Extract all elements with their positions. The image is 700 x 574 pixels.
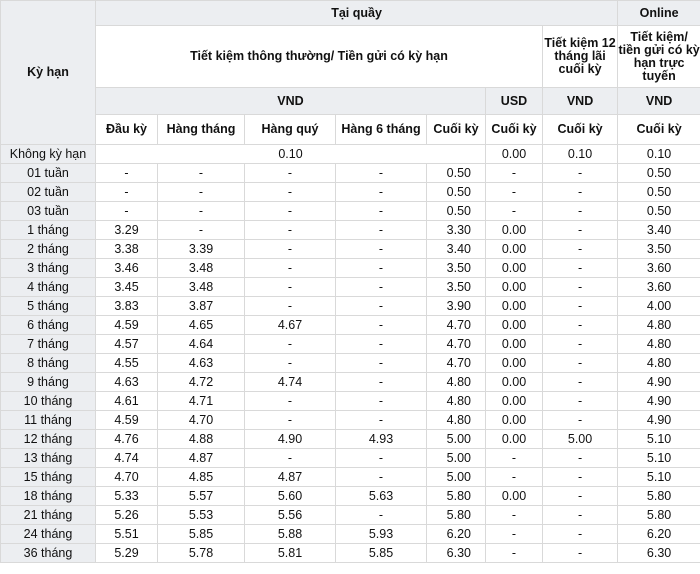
hang-6-thang-cell: -	[336, 259, 427, 278]
term-cell: 10 tháng	[1, 392, 96, 411]
hang-6-thang-cell: -	[336, 373, 427, 392]
hang-6-thang-cell: -	[336, 202, 427, 221]
term-cell: 2 tháng	[1, 240, 96, 259]
dau-ky-cell: 5.51	[96, 525, 158, 544]
usd-cuoi-ky-cell: 0.00	[486, 297, 543, 316]
term-cell: 01 tuần	[1, 164, 96, 183]
table-row	[1, 354, 700, 373]
hang-6-thang-cell: -	[336, 316, 427, 335]
cuoi-ky-cell: 3.50	[427, 259, 486, 278]
hang-thang-cell: 5.53	[158, 506, 245, 525]
hang-6-thang-cell: -	[336, 411, 427, 430]
hang-quy-cell: -	[245, 240, 336, 259]
term-cell: 24 tháng	[1, 525, 96, 544]
term-cell: 21 tháng	[1, 506, 96, 525]
dau-ky-cell: 3.83	[96, 297, 158, 316]
usd-cuoi-ky-cell: 0.00	[486, 411, 543, 430]
cuoi-ky-cell: 0.50	[427, 202, 486, 221]
table-row	[1, 468, 700, 487]
hang-thang-cell: 4.85	[158, 468, 245, 487]
hang-6-thang-cell: -	[336, 392, 427, 411]
online-cell: 3.60	[618, 259, 700, 278]
cuoi-ky-cell: 6.20	[427, 525, 486, 544]
cuoi-ky-cell: 4.80	[427, 373, 486, 392]
currency-vnd-header: VND	[96, 88, 486, 115]
table-row	[1, 411, 700, 430]
no-term-vnd-cell: 0.10	[96, 145, 486, 164]
online-cell: 0.50	[618, 164, 700, 183]
table-row	[1, 221, 700, 240]
online-cell: 4.80	[618, 316, 700, 335]
dau-ky-cell: 4.55	[96, 354, 158, 373]
hang-thang-cell: 4.88	[158, 430, 245, 449]
vnd-12m-cell: -	[543, 202, 618, 221]
cuoi-ky-cell: 4.70	[427, 335, 486, 354]
online-cell: 5.10	[618, 430, 700, 449]
online-header: Online	[618, 1, 700, 26]
hang-quy-cell: -	[245, 449, 336, 468]
term-cell: 11 tháng	[1, 411, 96, 430]
usd-cuoi-ky-cell: -	[486, 449, 543, 468]
usd-cuoi-ky-cell: 0.00	[486, 335, 543, 354]
regular-savings-header: Tiết kiệm thông thường/ Tiền gửi có kỳ hạn	[96, 26, 543, 88]
online-cell: 4.90	[618, 392, 700, 411]
vnd-12m-cell: -	[543, 297, 618, 316]
cuoi-ky-cell: 5.80	[427, 506, 486, 525]
cuoi-ky-cell: 6.30	[427, 544, 486, 563]
hang-6-thang-cell: -	[336, 335, 427, 354]
savings-12m-header: Tiết kiệm 12 tháng lãi cuối kỳ	[543, 26, 618, 88]
hang-6-thang-cell: -	[336, 449, 427, 468]
usd-cuoi-ky-cell: -	[486, 525, 543, 544]
dau-ky-cell: -	[96, 202, 158, 221]
hang-6-thang-cell: -	[336, 164, 427, 183]
cuoi-ky-cell: 4.80	[427, 411, 486, 430]
table-row	[1, 544, 700, 563]
usd-cuoi-ky-cell: -	[486, 544, 543, 563]
rate-table-body	[1, 145, 700, 563]
term-cell: 6 tháng	[1, 316, 96, 335]
no-term-usd-cell: 0.00	[486, 145, 543, 164]
term-cell: 03 tuần	[1, 202, 96, 221]
dau-ky-cell: 4.57	[96, 335, 158, 354]
hang-6-thang-cell: -	[336, 468, 427, 487]
hang-thang-cell: 5.57	[158, 487, 245, 506]
currency-vnd-online-header: VND	[618, 88, 700, 115]
hang-quy-cell: -	[245, 183, 336, 202]
vnd-12m-cell: -	[543, 316, 618, 335]
usd-cuoi-ky-cell: 0.00	[486, 373, 543, 392]
vnd-12m-cell: -	[543, 525, 618, 544]
usd-cuoi-ky-cell: 0.00	[486, 259, 543, 278]
hang-quy-cell: -	[245, 202, 336, 221]
hang-quy-cell: -	[245, 278, 336, 297]
usd-cuoi-ky-cell: -	[486, 164, 543, 183]
vnd-12m-cell: -	[543, 183, 618, 202]
vnd-12m-cell: -	[543, 354, 618, 373]
hang-quy-cell: -	[245, 411, 336, 430]
dau-ky-cell: 4.63	[96, 373, 158, 392]
hang-quy-cell: -	[245, 297, 336, 316]
dau-ky-cell: -	[96, 183, 158, 202]
cuoi-ky-cell: 5.00	[427, 430, 486, 449]
hang-quy-cell: -	[245, 354, 336, 373]
cuoi-ky-cell: 5.00	[427, 468, 486, 487]
table-row	[1, 202, 700, 221]
term-cell: 8 tháng	[1, 354, 96, 373]
vnd-12m-cell: 5.00	[543, 430, 618, 449]
online-cell: 6.20	[618, 525, 700, 544]
dau-ky-cell: 3.46	[96, 259, 158, 278]
hang-quy-cell: 4.87	[245, 468, 336, 487]
no-term-12m-cell: 0.10	[543, 145, 618, 164]
hang-thang-cell: 5.85	[158, 525, 245, 544]
online-cell: 4.80	[618, 335, 700, 354]
hang-quy-cell: -	[245, 164, 336, 183]
hang-6-thang-cell: 5.93	[336, 525, 427, 544]
hang-6-thang-cell: 4.93	[336, 430, 427, 449]
vnd-12m-cell: -	[543, 506, 618, 525]
usd-cuoi-ky-cell: 0.00	[486, 392, 543, 411]
cuoi-ky-cell: 3.40	[427, 240, 486, 259]
table-row	[1, 316, 700, 335]
table-row	[1, 240, 700, 259]
table-row	[1, 487, 700, 506]
currency-vnd-12m-header: VND	[543, 88, 618, 115]
cuoi-ky-cell: 0.50	[427, 183, 486, 202]
table-row	[1, 183, 700, 202]
online-cell: 5.10	[618, 468, 700, 487]
usd-cuoi-ky-cell: 0.00	[486, 278, 543, 297]
term-cell: 1 tháng	[1, 221, 96, 240]
cuoi-ky-cell: 3.50	[427, 278, 486, 297]
online-cell: 4.00	[618, 297, 700, 316]
hang-quy-cell: -	[245, 221, 336, 240]
vnd-12m-cell: -	[543, 468, 618, 487]
dau-ky-cell: 3.29	[96, 221, 158, 240]
cuoi-ky-cell: 0.50	[427, 164, 486, 183]
hang-quy-cell: 5.56	[245, 506, 336, 525]
hang-6-thang-cell: -	[336, 183, 427, 202]
vnd-12m-cell: -	[543, 487, 618, 506]
hang-thang-cell: 3.39	[158, 240, 245, 259]
usd-cuoi-ky-cell: 0.00	[486, 316, 543, 335]
pay-online-cuoi-ky-header: Cuối kỳ	[618, 115, 700, 145]
hang-thang-cell: 3.48	[158, 259, 245, 278]
cuoi-ky-cell: 5.80	[427, 487, 486, 506]
term-cell: 12 tháng	[1, 430, 96, 449]
hang-quy-cell: 5.81	[245, 544, 336, 563]
pay-hang-quy-header: Hàng quý	[245, 115, 336, 145]
hang-thang-cell: -	[158, 202, 245, 221]
usd-cuoi-ky-cell: 0.00	[486, 354, 543, 373]
term-header: Kỳ hạn	[1, 1, 96, 145]
hang-6-thang-cell: -	[336, 354, 427, 373]
pay-usd-cuoi-ky-header: Cuối kỳ	[486, 115, 543, 145]
usd-cuoi-ky-cell: 0.00	[486, 240, 543, 259]
term-cell: 36 tháng	[1, 544, 96, 563]
term-cell: 3 tháng	[1, 259, 96, 278]
hang-thang-cell: 4.64	[158, 335, 245, 354]
pay-12m-cuoi-ky-header: Cuối kỳ	[543, 115, 618, 145]
hang-6-thang-cell: -	[336, 506, 427, 525]
online-cell: 5.80	[618, 506, 700, 525]
hang-6-thang-cell: 5.63	[336, 487, 427, 506]
online-cell: 4.80	[618, 354, 700, 373]
usd-cuoi-ky-cell: 0.00	[486, 221, 543, 240]
term-cell: Không kỳ hạn	[1, 145, 96, 164]
hang-quy-cell: -	[245, 259, 336, 278]
hang-thang-cell: -	[158, 164, 245, 183]
hang-quy-cell: -	[245, 335, 336, 354]
table-row	[1, 297, 700, 316]
pay-cuoi-ky-header: Cuối kỳ	[427, 115, 486, 145]
usd-cuoi-ky-cell: -	[486, 202, 543, 221]
hang-thang-cell: -	[158, 221, 245, 240]
cuoi-ky-cell: 4.70	[427, 316, 486, 335]
cuoi-ky-cell: 3.30	[427, 221, 486, 240]
dau-ky-cell: 4.74	[96, 449, 158, 468]
vnd-12m-cell: -	[543, 392, 618, 411]
vnd-12m-cell: -	[543, 240, 618, 259]
table-row	[1, 259, 700, 278]
term-cell: 13 tháng	[1, 449, 96, 468]
dau-ky-cell: 4.59	[96, 411, 158, 430]
cuoi-ky-cell: 3.90	[427, 297, 486, 316]
hang-thang-cell: 3.48	[158, 278, 245, 297]
cuoi-ky-cell: 4.70	[427, 354, 486, 373]
table-row	[1, 278, 700, 297]
dau-ky-cell: 4.76	[96, 430, 158, 449]
online-cell: 4.90	[618, 411, 700, 430]
pay-hang-6-thang-header: Hàng 6 tháng	[336, 115, 427, 145]
hang-thang-cell: 3.87	[158, 297, 245, 316]
vnd-12m-cell: -	[543, 164, 618, 183]
hang-quy-cell: 5.88	[245, 525, 336, 544]
online-cell: 0.50	[618, 183, 700, 202]
usd-cuoi-ky-cell: -	[486, 506, 543, 525]
term-cell: 02 tuần	[1, 183, 96, 202]
hang-quy-cell: 4.74	[245, 373, 336, 392]
term-cell: 18 tháng	[1, 487, 96, 506]
hang-thang-cell: 4.87	[158, 449, 245, 468]
online-cell: 5.10	[618, 449, 700, 468]
term-cell: 9 tháng	[1, 373, 96, 392]
hang-quy-cell: 4.90	[245, 430, 336, 449]
cuoi-ky-cell: 5.00	[427, 449, 486, 468]
dau-ky-cell: 3.45	[96, 278, 158, 297]
table-row	[1, 392, 700, 411]
dau-ky-cell: 5.33	[96, 487, 158, 506]
dau-ky-cell: 4.61	[96, 392, 158, 411]
usd-cuoi-ky-cell: 0.00	[486, 487, 543, 506]
hang-thang-cell: 4.71	[158, 392, 245, 411]
table-row	[1, 430, 700, 449]
hang-thang-cell: 4.72	[158, 373, 245, 392]
vnd-12m-cell: -	[543, 449, 618, 468]
online-cell: 5.80	[618, 487, 700, 506]
dau-ky-cell: 3.38	[96, 240, 158, 259]
hang-thang-cell: 4.63	[158, 354, 245, 373]
hang-6-thang-cell: -	[336, 221, 427, 240]
hang-quy-cell: 5.60	[245, 487, 336, 506]
term-cell: 5 tháng	[1, 297, 96, 316]
dau-ky-cell: 4.59	[96, 316, 158, 335]
online-cell: 0.50	[618, 202, 700, 221]
hang-6-thang-cell: -	[336, 240, 427, 259]
table-row	[1, 335, 700, 354]
pay-hang-thang-header: Hàng tháng	[158, 115, 245, 145]
hang-thang-cell: 5.78	[158, 544, 245, 563]
cuoi-ky-cell: 4.80	[427, 392, 486, 411]
vnd-12m-cell: -	[543, 335, 618, 354]
online-cell: 3.50	[618, 240, 700, 259]
table-row	[1, 506, 700, 525]
counter-header: Tại quầy	[96, 1, 618, 26]
hang-6-thang-cell: 5.85	[336, 544, 427, 563]
vnd-12m-cell: -	[543, 259, 618, 278]
hang-6-thang-cell: -	[336, 278, 427, 297]
table-row	[1, 373, 700, 392]
term-cell: 7 tháng	[1, 335, 96, 354]
table-row-no-term	[1, 145, 700, 164]
term-cell: 15 tháng	[1, 468, 96, 487]
vnd-12m-cell: -	[543, 373, 618, 392]
hang-thang-cell: 4.65	[158, 316, 245, 335]
vnd-12m-cell: -	[543, 544, 618, 563]
online-cell: 4.90	[618, 373, 700, 392]
hang-quy-cell: 4.67	[245, 316, 336, 335]
dau-ky-cell: 5.29	[96, 544, 158, 563]
online-cell: 3.60	[618, 278, 700, 297]
hang-6-thang-cell: -	[336, 297, 427, 316]
no-term-online-cell: 0.10	[618, 145, 700, 164]
usd-cuoi-ky-cell: -	[486, 183, 543, 202]
vnd-12m-cell: -	[543, 278, 618, 297]
pay-dau-ky-header: Đầu kỳ	[96, 115, 158, 145]
online-cell: 3.40	[618, 221, 700, 240]
vnd-12m-cell: -	[543, 221, 618, 240]
table-row	[1, 525, 700, 544]
hang-quy-cell: -	[245, 392, 336, 411]
usd-cuoi-ky-cell: 0.00	[486, 430, 543, 449]
usd-cuoi-ky-cell: -	[486, 468, 543, 487]
dau-ky-cell: 4.70	[96, 468, 158, 487]
online-savings-header: Tiết kiệm/ tiền gửi có kỳ hạn trực tuyến	[618, 26, 700, 88]
term-cell: 4 tháng	[1, 278, 96, 297]
vnd-12m-cell: -	[543, 411, 618, 430]
hang-thang-cell: -	[158, 183, 245, 202]
dau-ky-cell: 5.26	[96, 506, 158, 525]
table-row	[1, 449, 700, 468]
table-row	[1, 164, 700, 183]
online-cell: 6.30	[618, 544, 700, 563]
dau-ky-cell: -	[96, 164, 158, 183]
currency-usd-header: USD	[486, 88, 543, 115]
hang-thang-cell: 4.70	[158, 411, 245, 430]
